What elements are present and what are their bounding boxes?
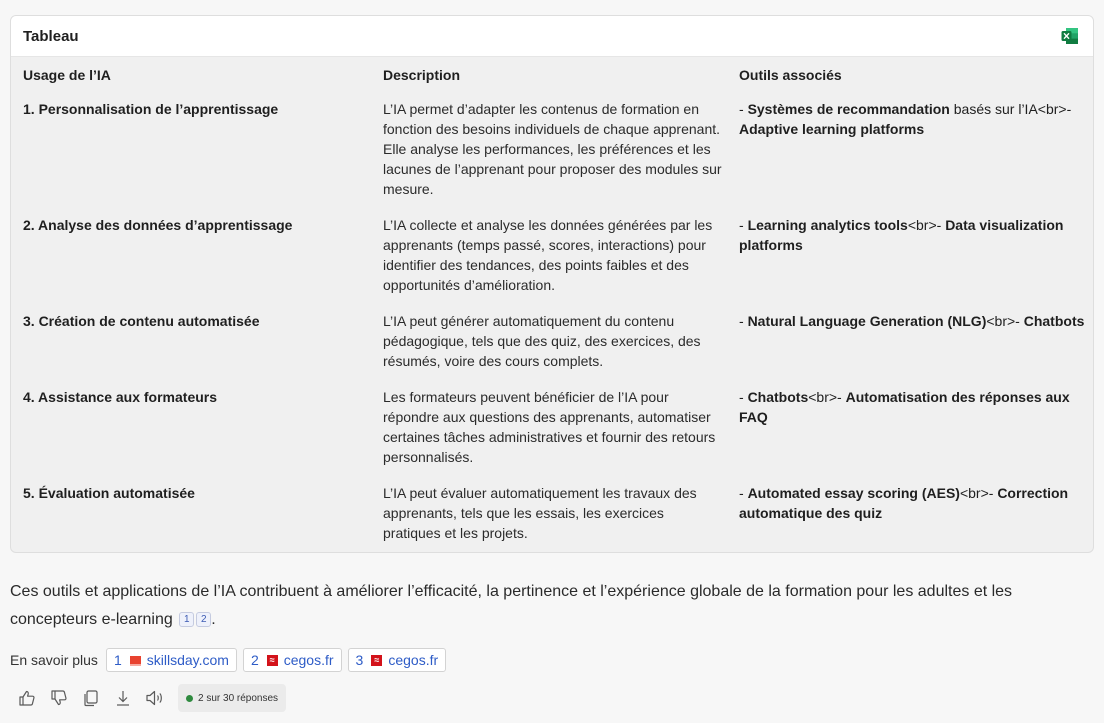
- usage-cell: 3. Création de contenu automatisée: [23, 313, 260, 329]
- summary-end: .: [211, 611, 216, 628]
- cegos-favicon-icon: ≈: [371, 655, 382, 666]
- table-row: [11, 311, 1093, 387]
- citation-1[interactable]: 1: [179, 612, 194, 627]
- tool-text: basés sur l’IA<br>-: [949, 101, 1072, 117]
- source-chip-2[interactable]: [243, 648, 342, 672]
- summary-text: Ces outils et applications de l’IA contribuent à améliorer l’efficacité, la pertinence et l’expérience globale de la formation pour les adultes et les concepteurs e-learning: [10, 583, 1013, 628]
- tools-cell: [727, 215, 1093, 311]
- tool-name: Chatbots: [1023, 313, 1085, 329]
- excel-icon[interactable]: [1061, 27, 1079, 45]
- table-header-row: [11, 57, 1093, 99]
- source-number: 2: [250, 652, 259, 668]
- citation-2[interactable]: 2: [196, 612, 211, 627]
- response-count-badge[interactable]: [178, 684, 286, 712]
- description-cell: L’IA permet d’adapter les contenus de formation en fonction des besoins individuels de chaque apprenant. Elle analyse les performances, les préférences et les lacunes de l’apprenant pour proposer des modules sur mesure.: [383, 101, 722, 197]
- source-number: 1: [113, 652, 122, 668]
- tool-text: <br>-: [959, 485, 998, 501]
- tool-text: -: [739, 101, 748, 117]
- table-row: [11, 215, 1093, 311]
- speaker-icon[interactable]: [144, 687, 166, 709]
- source-chip-3[interactable]: [348, 648, 447, 672]
- table-row: [11, 483, 1093, 553]
- tools-cell: [727, 387, 1093, 483]
- description-cell: L’IA collecte et analyse les données générées par les apprenants (temps passé, scores, interactions) pour identifier des tendances, des points faibles et des opportunités d’amélioration.: [383, 217, 713, 293]
- tool-name: Correction automatique des quiz: [739, 485, 1069, 521]
- status-dot-icon: [186, 695, 193, 702]
- usage-cell: 4. Assistance aux formateurs: [23, 389, 218, 405]
- thumbs-up-icon[interactable]: [16, 687, 38, 709]
- table-row: [11, 387, 1093, 483]
- tool-name: Natural Language Generation (NLG): [747, 313, 987, 329]
- tools-cell: [727, 99, 1093, 215]
- response-actions: [16, 684, 286, 712]
- thumbs-down-icon[interactable]: [48, 687, 70, 709]
- sources-label: En savoir plus: [10, 652, 98, 668]
- tool-text: -: [739, 217, 748, 233]
- tool-text: <br>-: [986, 313, 1024, 329]
- column-header-usage: Usage de l’IA: [23, 67, 111, 83]
- source-number: 3: [355, 652, 364, 668]
- tool-name: Automatisation des réponses aux FAQ: [739, 389, 1070, 425]
- ai-usage-table: [11, 57, 1093, 553]
- table-card: [10, 15, 1094, 553]
- tools-cell: [727, 483, 1093, 553]
- sources-bar: [10, 648, 452, 672]
- tool-name: Data visualization platforms: [739, 217, 1064, 253]
- copy-icon[interactable]: [80, 687, 102, 709]
- source-domain: cegos.fr: [388, 652, 439, 668]
- column-header-tools: Outils associés: [739, 67, 842, 83]
- source-domain: skillsday.com: [146, 652, 229, 668]
- source-domain: cegos.fr: [283, 652, 334, 668]
- skillsday-favicon-icon: [130, 656, 141, 666]
- source-chip-1[interactable]: [106, 648, 237, 672]
- tool-name: Systèmes de recommandation: [747, 101, 950, 117]
- tool-text: -: [739, 389, 748, 405]
- tool-name: Chatbots: [747, 389, 809, 405]
- column-header-description: Description: [383, 67, 461, 83]
- tool-text: -: [739, 485, 748, 501]
- tool-text: <br>-: [808, 389, 846, 405]
- tool-text: <br>-: [907, 217, 946, 233]
- table-card-header: [11, 16, 1093, 57]
- usage-cell: 5. Évaluation automatisée: [23, 485, 195, 501]
- cegos-favicon-icon: ≈: [267, 655, 278, 666]
- tool-text: -: [739, 313, 748, 329]
- description-cell: L’IA peut générer automatiquement du contenu pédagogique, tels que des quiz, des exercices, des résumés, voire des cours complets.: [383, 313, 701, 369]
- summary-paragraph: [10, 578, 1080, 634]
- download-icon[interactable]: [112, 687, 134, 709]
- description-cell: L’IA peut évaluer automatiquement les travaux des apprenants, tels que les essais, les exercices pratiques et les projets.: [383, 485, 697, 541]
- tool-name: Automated essay scoring (AES): [747, 485, 960, 501]
- table-title: Tableau: [23, 27, 79, 45]
- tool-name: Adaptive learning platforms: [739, 121, 925, 137]
- tools-cell: [727, 311, 1093, 387]
- table-row: [11, 99, 1093, 215]
- tool-name: Learning analytics tools: [747, 217, 908, 233]
- usage-cell: 2. Analyse des données d’apprentissage: [23, 217, 293, 233]
- response-count: 2 sur 30 réponses: [198, 692, 279, 704]
- description-cell: Les formateurs peuvent bénéficier de l’IA pour répondre aux questions des apprenants, automatiser certaines tâches administratives et fournir des retours personnalisés.: [383, 389, 716, 465]
- usage-cell: 1. Personnalisation de l’apprentissage: [23, 101, 279, 117]
